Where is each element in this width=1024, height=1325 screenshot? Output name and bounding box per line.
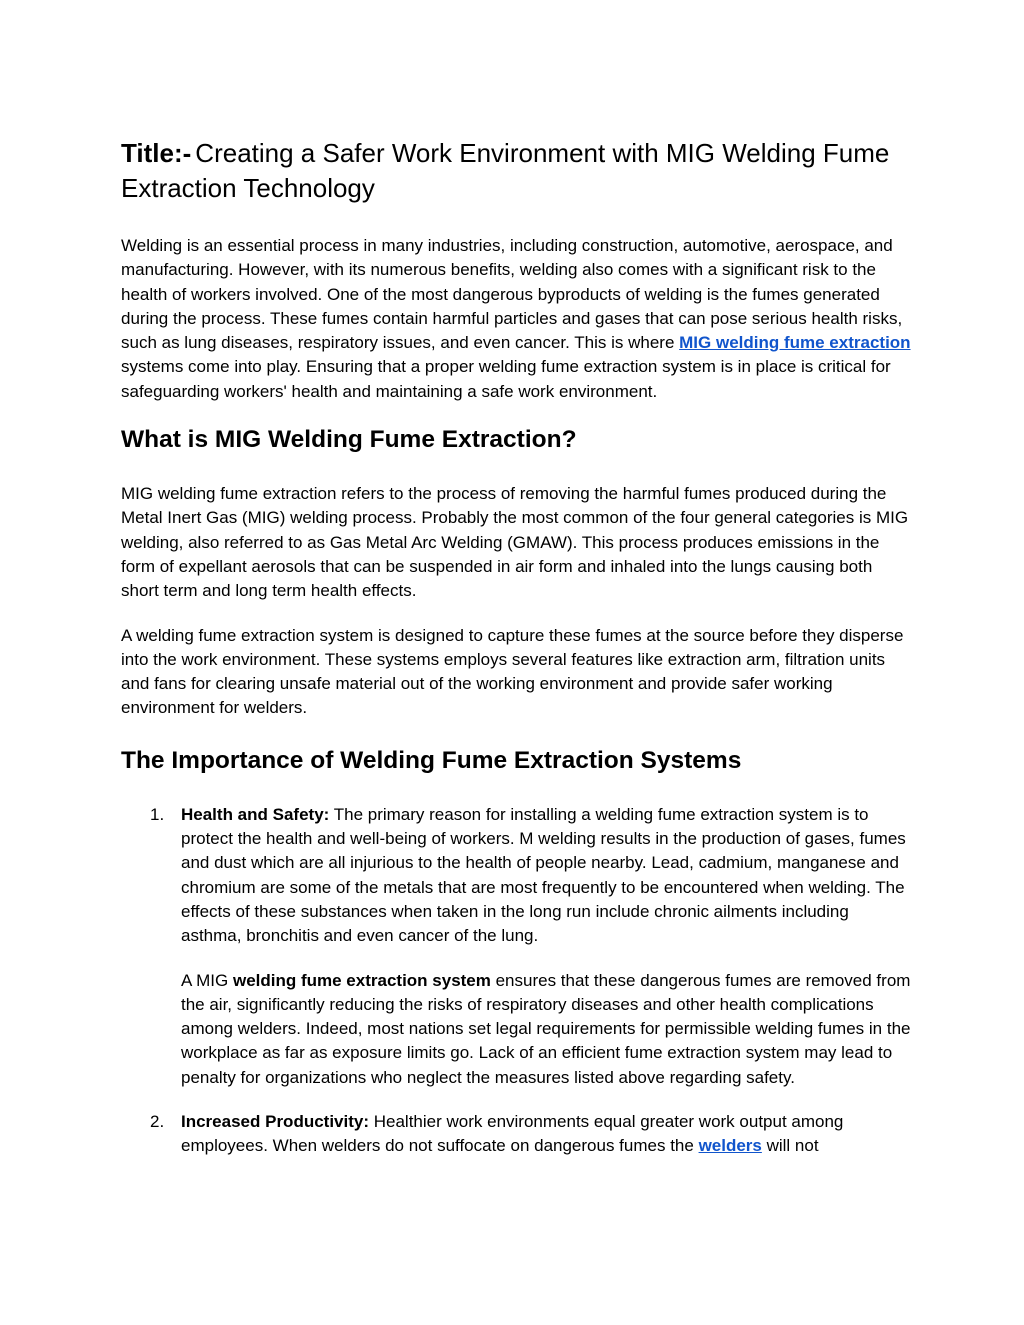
document-page (121, 136, 911, 1159)
list-item-body: The primary reason for installing a welding fume extraction system is to protect the health and well-being of workers. M welding results in the production of gases, fumes and dust which are all injurious to the health of people nearby. Lead, cadmium, manganese and chromium are some of the metals that are most frequently to be encountered when welding. The effects of these substances when taken in the long run include chronic ailments including asthma, bronchitis and even cancer of the lung. (181, 804, 906, 946)
section1-paragraph-2: A welding fume extraction system is designed to capture these fumes at the source before they disperse into the work environment. These systems employs several features like extraction arm, filtration units and fans for clearing unsafe material out of the working environment and provide safer working environment for welders. (121, 625, 904, 718)
list-item-text (181, 1110, 911, 1159)
list-item-label: Increased Productivity: (181, 1112, 370, 1132)
list-item-text (181, 803, 911, 949)
section1-paragraph-1: MIG welding fume extraction refers to the process of removing the harmful fumes produced during the Metal Inert Gas (MIG) welding process. Probably the most common of the four general categories is MIG welding, also referred to as Gas Metal Arc Welding (GMAW). This process produces emissions in the form of expellant aerosols that can be suspended in air form and inhaled into the lungs causing both short term and long term health effects. (121, 484, 909, 601)
subparagraph-bold: welding fume extraction system (232, 970, 491, 990)
list-number: 1. (150, 804, 165, 824)
title-text: Creating a Safer Work Environment with MIG Welding Fume Extraction Technology (121, 138, 890, 203)
welders-link[interactable]: welders (698, 1136, 762, 1156)
intro-text-end: systems come into play. Ensuring that a proper welding fume extraction system is in place is critical for safeguarding workers' health and maintaining a safe work environment. (121, 357, 891, 401)
list-item-body-end: will not (761, 1136, 819, 1156)
subparagraph-start: A MIG (181, 970, 233, 990)
title-prefix: Title:- (121, 138, 192, 168)
section-heading-what-is: What is MIG Welding Fume Extraction? (121, 426, 577, 454)
intro-paragraph (121, 234, 911, 404)
subparagraph-text (181, 969, 911, 1090)
list-item-body: Healthier work environments equal greater work output among employees. When welders do not suffocate on dangerous fumes the (181, 1112, 844, 1156)
intro-text-start: Welding is an essential process in many industries, including construction, automotive, aerospace, and manufacturing. However, with its numerous benefits, welding also comes with a significant risk to the health of workers involved. One of the most dangerous byproducts of welding is the fumes generated during the process. These fumes contain harmful particles and gases that can pose serious health risks, such as lung diseases, respiratory issues, and even cancer. This is where (121, 236, 903, 353)
document-title (121, 136, 911, 206)
section-heading-importance: The Importance of Welding Fume Extraction Systems (121, 746, 742, 774)
list-item-productivity (121, 1110, 911, 1159)
list-subparagraph (121, 969, 911, 1090)
mig-welding-fume-extraction-link[interactable]: MIG welding fume extraction (679, 333, 911, 353)
list-item-label: Health and Safety: (181, 804, 330, 824)
subparagraph-end: ensures that these dangerous fumes are removed from the air, significantly reducing the risks of respiratory diseases and other health complications among welders. Indeed, most nations set legal requirements for permissible welding fumes in the workplace as far as exposure limits go. Lack of an efficient fume extraction system may lead to penalty for organizations who neglect the measures listed above regarding safety. (181, 970, 911, 1087)
list-number: 2. (150, 1112, 165, 1132)
list-item-health-safety (121, 803, 911, 949)
